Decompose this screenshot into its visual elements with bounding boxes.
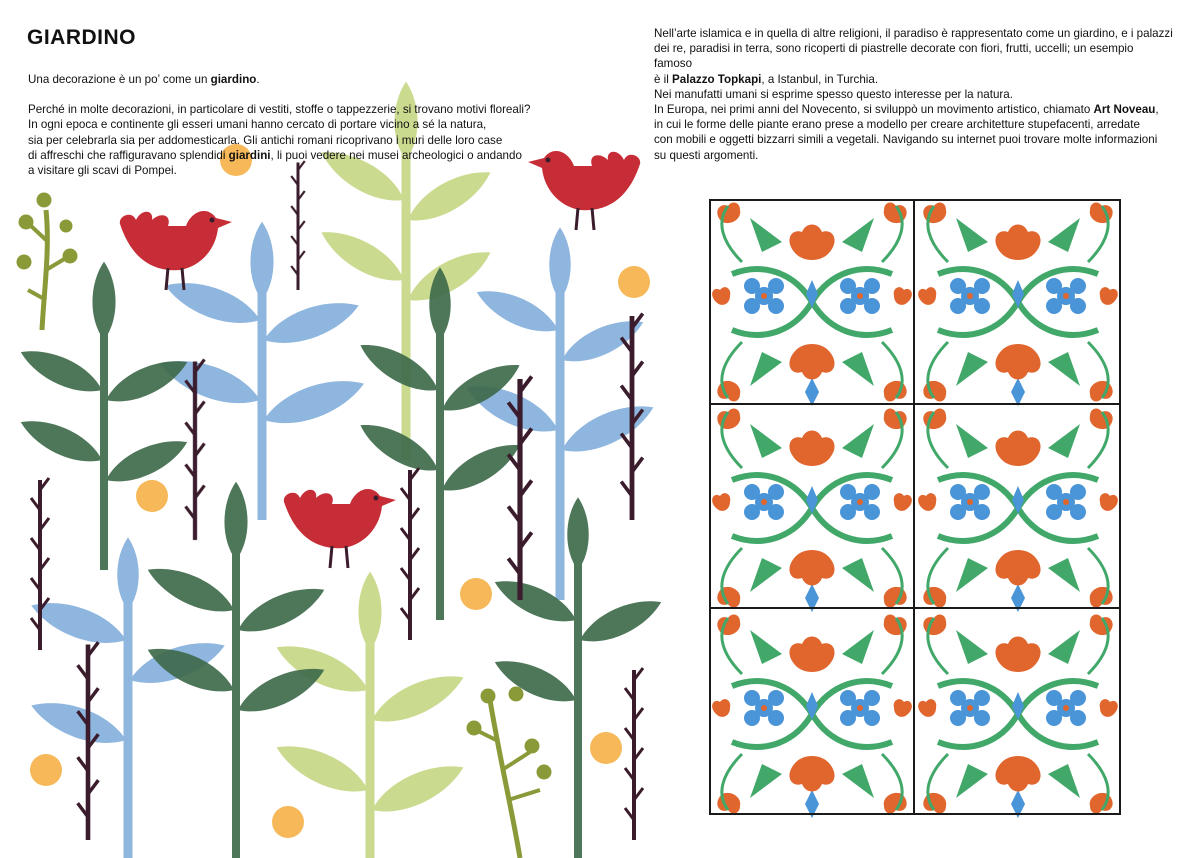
body-line: Nei manufatti umani si esprime spesso questo interesse per la natura. [654, 87, 1013, 101]
body-line: con mobili e oggetti bizzarri simili a vegetali. Navigando su internet puoi trovare molte informazioni [654, 133, 1158, 147]
body-bold-word: giardini [228, 148, 271, 162]
body-line-bold [654, 102, 1174, 117]
body-line: Perché in molte decorazioni, in particolare di vestiti, stoffe o tappezzerie, si trovano motivi floreali? [28, 103, 531, 117]
body-line: a visitare gli scavi di Pompei. [28, 164, 177, 178]
body-line: Nell’arte islamica e in quella di altre religioni, il paradiso è rappresentato come un giardino, e i palazzi [654, 27, 1173, 40]
page-title: GIARDINO [27, 26, 136, 49]
body-text: è il [654, 72, 673, 86]
intro-line [28, 72, 548, 87]
body-line: dei re, paradisi in terra, sono ricoperti di piastrelle decorate con fiori, frutti, uccelli; un esempio famoso [654, 42, 1134, 71]
left-text-block [28, 72, 548, 178]
body-line: su questi argomenti. [654, 148, 759, 162]
right-page [654, 0, 1200, 858]
intro-bold-word: giardino [210, 73, 257, 86]
intro-end: . [256, 73, 260, 86]
intro-text: Una decorazione è un po’ come un [28, 73, 211, 86]
body-text: di affreschi che raffiguravano splendidi [28, 148, 229, 162]
body-bold-word: Art Noveau [1093, 103, 1156, 117]
body-line-bold [654, 72, 1174, 87]
body-text: , li puoi vedere nei musei archeologici o andando [270, 148, 522, 162]
body-text: In Europa, nei primi anni del Novecento, si sviluppò un movimento artistico, chiamato [654, 103, 1094, 117]
body-text: , a Istanbul, in Turchia. [761, 72, 879, 86]
right-text-block [654, 26, 1174, 163]
body-line-bold [28, 148, 548, 163]
tile-grid [708, 198, 1134, 818]
body-line: In ogni epoca e continente gli esseri umani hanno cercato di portare vicino a sé la natura, [28, 118, 487, 132]
body-line: sia per celebrarla sia per addomesticarla. Gli antichi romani ricoprivano i muri delle loro case [28, 133, 503, 147]
body-bold-word: Palazzo Topkapi [672, 72, 762, 86]
body-text: , [1155, 103, 1159, 117]
body-line: in cui le forme delle piante erano prese a modello per creare architetture stupefacenti, arredate [654, 118, 1140, 132]
